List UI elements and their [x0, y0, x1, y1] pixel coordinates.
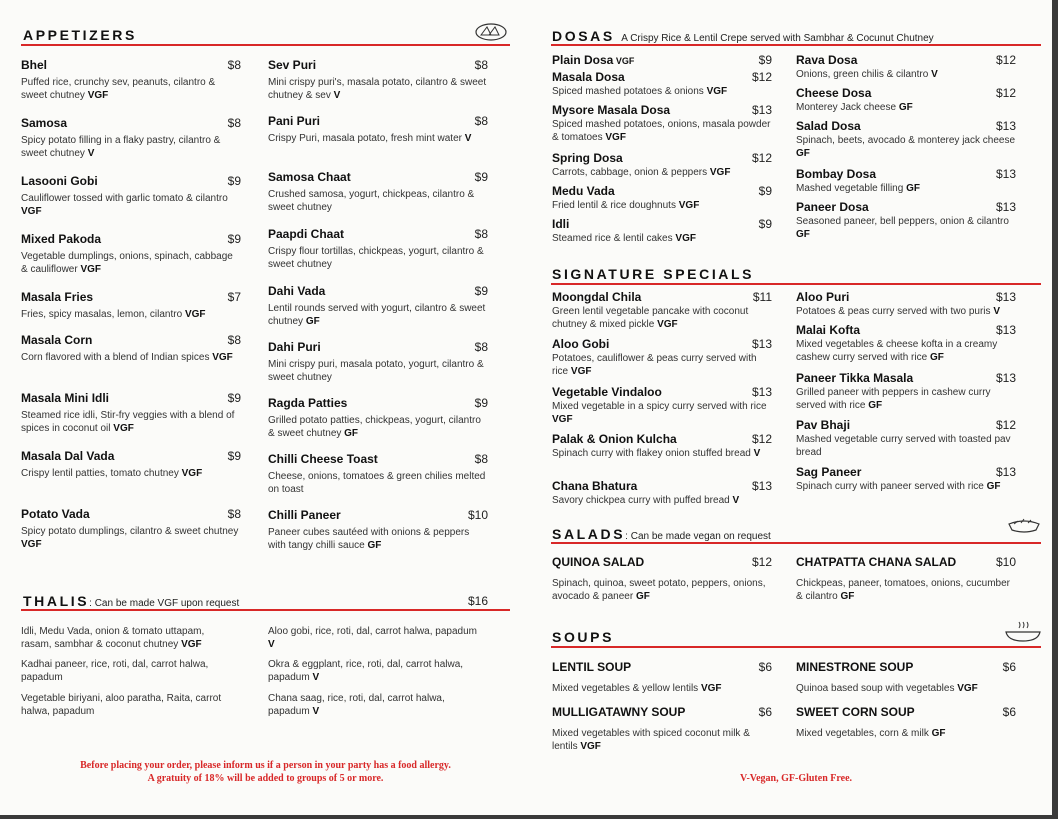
menu-item [796, 660, 1016, 696]
item-name: Mixed Pakoda [21, 232, 102, 246]
item-description: Fries, spicy masalas, lemon, cilantro VGF [21, 309, 206, 320]
item-price: $13 [995, 167, 1016, 181]
item-description: Lentil rounds served with yogurt, cilantro & sweet chutney GF [268, 303, 486, 327]
diet-tag: VGF [181, 468, 203, 479]
thali-option: Chana saag, rice, roti, dal, carrot halwa, papadum V [268, 693, 445, 717]
item-price: $7 [227, 290, 241, 304]
item-description: Cheese, onions, tomatoes & green chilies melted on toast [268, 471, 486, 495]
item-description: Carrots, cabbage, onion & peppers VGF [552, 167, 731, 178]
item-price: $11 [752, 290, 772, 304]
menu-item [268, 114, 488, 146]
dosas-rule [551, 44, 1041, 46]
item-price: $9 [758, 184, 772, 198]
item-description: Grilled paneer with peppers in cashew curry served with rice GF [796, 387, 991, 411]
diet-tag: GF [931, 728, 946, 739]
thalis-rule [21, 609, 510, 611]
specials-title: SIGNATURE SPECIALS [552, 266, 755, 282]
appetizers-rule [21, 44, 510, 46]
item-name: Aloo Gobi [552, 337, 610, 351]
item-description: Mixed vegetables & cheese kofta in a creamy cashew curry served with rice GF [796, 339, 998, 363]
diet-tag: VGF [552, 413, 573, 425]
item-price: $9 [474, 284, 488, 298]
diet-tag: V [333, 89, 341, 101]
specials-rule [551, 283, 1041, 285]
menu-item [268, 340, 488, 384]
item-description: Chickpeas, paneer, tomatoes, onions, cucumber & cilantro GF [796, 578, 1011, 602]
item-name: LENTIL SOUP [552, 660, 632, 674]
item-name: Pani Puri [268, 114, 321, 128]
menu-item [552, 184, 772, 213]
item-description: Spiced mashed potatoes & onions VGF [552, 86, 728, 97]
item-price: $9 [474, 396, 488, 410]
item-price: $8 [474, 58, 488, 72]
item-name: Palak & Onion Kulcha [552, 432, 677, 446]
menu-item [21, 333, 241, 365]
item-description: Vegetable dumplings, onions, spinach, cabbage & cauliflower VGF [21, 251, 233, 275]
menu-item [552, 479, 772, 508]
item-name: Chilli Paneer [268, 508, 341, 522]
samosa-icon [474, 22, 508, 42]
menu-item [268, 396, 488, 440]
diet-tag: GF [898, 102, 913, 113]
item-price: $9 [227, 391, 241, 405]
item-description: Crushed samosa, yogurt, chickpeas, cilantro & sweet chutney [268, 189, 475, 213]
item-name: Samosa Chaat [268, 170, 351, 184]
item-name: Paapdi Chaat [268, 227, 345, 241]
menu-item [552, 555, 772, 603]
item-description: Crispy flour tortillas, chickpeas, yogurt, cilantro & sweet chutney [268, 246, 484, 270]
item-price: $9 [227, 174, 241, 188]
item-name: Bombay Dosa [796, 167, 877, 181]
diet-tag: VGF [678, 200, 700, 211]
item-name: CHATPATTA CHANA SALAD [796, 555, 957, 569]
diet-tag: VGF [700, 683, 722, 694]
menu-item [796, 53, 1016, 82]
item-price: $8 [474, 340, 488, 354]
diet-tag: V [312, 705, 320, 717]
thali-option: Vegetable biriyani, aloo paratha, Raita, carrot halwa, papadum [21, 693, 222, 717]
item-name: Plain Dosa VGF [552, 53, 635, 67]
item-price: $13 [751, 337, 772, 351]
item-description: Spinach curry with paneer served with rice GF [796, 481, 1001, 492]
item-name: Rava Dosa [796, 53, 858, 67]
item-price: $6 [1002, 660, 1016, 674]
item-name: Spring Dosa [552, 151, 623, 165]
item-name: Chilli Cheese Toast [268, 452, 378, 466]
diet-tag: V [753, 448, 761, 459]
menu-item [796, 705, 1016, 741]
item-name: Chana Bhatura [552, 479, 638, 493]
item-price: $13 [995, 290, 1016, 304]
item-description: Green lentil vegetable pancake with coconut chutney & mixed pickle VGF [552, 306, 749, 330]
item-name: Bhel [21, 58, 48, 72]
diet-tag: VGF [21, 538, 42, 550]
menu-item [552, 103, 772, 144]
item-name: Masala Fries [21, 290, 94, 304]
item-description: Savory chickpea curry with puffed bread V [552, 495, 740, 506]
item-description: Crispy lentil patties, tomato chutney VGF [21, 468, 203, 479]
diet-tag: GF [840, 590, 855, 602]
diet-tag: VGF [675, 233, 696, 244]
thali-option: Aloo gobi, rice, roti, dal, carrot halwa, papadum V [268, 626, 477, 650]
item-price: $13 [995, 119, 1016, 133]
menu-item [552, 432, 772, 461]
menu-item [796, 167, 1016, 196]
menu-item [268, 58, 488, 102]
item-description: Monterey Jack cheese GF [796, 102, 913, 113]
item-description: Mini crispy puri, masala potato, yogurt, cilantro & sweet chutney [268, 359, 484, 383]
item-description: Spinach, quinoa, sweet potato, peppers, onions, avocado & paneer GF [552, 578, 766, 602]
item-description: Mixed vegetables & yellow lentils VGF [552, 683, 722, 694]
diet-tag: VGF [957, 683, 978, 694]
item-name: QUINOA SALAD [552, 555, 645, 569]
thali-option: Okra & eggplant, rice, roti, dal, carrot halwa, papadum V [268, 659, 464, 683]
menu-item [21, 58, 241, 102]
item-price: $12 [751, 555, 772, 569]
diet-tag: V [993, 306, 1000, 317]
item-price: $8 [474, 227, 488, 241]
item-description: Fried lentil & rice doughnuts VGF [552, 200, 700, 211]
menu-item [796, 323, 1016, 364]
menu-item [552, 337, 772, 378]
item-name: Paneer Dosa [796, 200, 869, 214]
item-description: Steamed rice idli, Stir-fry veggies with a blend of spices in coconut oil VGF [21, 410, 235, 434]
item-name: Potato Vada [21, 507, 90, 521]
item-description: Spiced mashed potatoes, onions, masala powder & tomatoes VGF [552, 119, 771, 143]
item-price: $8 [227, 116, 241, 130]
item-price: $13 [995, 323, 1016, 337]
item-price: $13 [751, 103, 772, 117]
menu-item [552, 70, 772, 99]
item-price: $6 [758, 705, 772, 719]
diet-tag: V [464, 133, 472, 144]
diet-tag: VGF [613, 56, 635, 66]
item-name: Sag Paneer [796, 465, 862, 479]
menu-item [268, 284, 488, 328]
item-description: Mixed vegetable in a spicy curry served with rice VGF [552, 401, 767, 425]
diet-tag: VGF [113, 422, 134, 434]
menu-item [268, 227, 488, 271]
diet-tag: V [312, 671, 320, 683]
item-price: $12 [751, 70, 772, 84]
item-name: Idli [552, 217, 570, 231]
item-description: Mixed vegetables, corn & milk GF [796, 728, 946, 739]
item-name: Sev Puri [268, 58, 317, 72]
menu-item [796, 465, 1016, 494]
item-name: Masala Dosa [552, 70, 625, 84]
menu-item [552, 151, 772, 180]
item-price: $8 [474, 114, 488, 128]
thali-option: Kadhai paneer, rice, roti, dal, carrot halwa, papadum [21, 659, 209, 683]
menu-item [21, 507, 241, 551]
item-name: Malai Kofta [796, 323, 861, 337]
diet-tag: VGF [657, 318, 678, 330]
item-name: Dahi Puri [268, 340, 321, 354]
item-name: Masala Dal Vada [21, 449, 115, 463]
item-name: Ragda Patties [268, 396, 348, 410]
item-price: $9 [758, 53, 772, 67]
diet-tag: V [268, 638, 275, 650]
item-price: $10 [467, 508, 488, 522]
item-name: SWEET CORN SOUP [796, 705, 915, 719]
legend-note: V-Vegan, GF-Gluten Free. [739, 773, 853, 784]
item-name: Moongdal Chila [552, 290, 642, 304]
diet-tag: VGF [580, 740, 601, 752]
menu-item [268, 508, 488, 552]
item-name: Medu Vada [552, 184, 615, 198]
menu-item [796, 371, 1016, 412]
menu-item [552, 217, 772, 246]
item-name: Lasooni Gobi [21, 174, 98, 188]
diet-tag: VGF [605, 131, 626, 143]
menu-item [552, 660, 772, 696]
diet-tag: GF [986, 481, 1001, 492]
diet-tag: GF [367, 539, 382, 551]
appetizers-title: APPETIZERS [23, 27, 137, 43]
dosas-title: DOSAS A Crispy Rice & Lentil Crepe served with Sambhar & Cocunut Chutney [552, 28, 934, 44]
salads-title: SALADS: Can be made vegan on request [552, 526, 771, 542]
item-price: $12 [995, 86, 1016, 100]
item-name: Masala Corn [21, 333, 93, 347]
item-name: MULLIGATAWNY SOUP [552, 705, 686, 719]
menu-item [268, 452, 488, 496]
item-name: Samosa [21, 116, 68, 130]
item-description: Crispy Puri, masala potato, fresh mint water V [268, 133, 472, 144]
item-description: Quinoa based soup with vegetables VGF [796, 683, 978, 694]
item-price: $13 [751, 385, 772, 399]
item-description: Spicy potato dumplings, cilantro & sweet chutney VGF [21, 526, 239, 550]
diet-tag: GF [796, 228, 810, 240]
item-price: $8 [227, 507, 241, 521]
salad-bowl-icon [1006, 516, 1042, 534]
diet-tag: VGF [87, 89, 109, 101]
diet-tag: VGF [570, 365, 592, 377]
diet-tag: GF [305, 315, 320, 327]
item-name: Salad Dosa [796, 119, 861, 133]
menu-item [21, 116, 241, 160]
diet-tag: VGF [181, 638, 202, 650]
item-price: $12 [995, 53, 1016, 67]
soups-rule [551, 646, 1041, 648]
diet-tag: GF [906, 183, 920, 194]
item-price: $8 [227, 58, 241, 72]
menu-item [552, 385, 772, 426]
item-price: $12 [995, 418, 1016, 432]
item-price: $9 [758, 217, 772, 231]
diet-tag: V [931, 69, 938, 80]
item-name: Vegetable Vindaloo [552, 385, 662, 399]
allergy-note: Before placing your order, please inform us if a person in your party has a food allergy. A gratuity of 18% will be added to groups of 5 or more. [80, 760, 451, 784]
item-description: Mini crispy puri's, masala potato, cilantro & sweet chutney & sev V [268, 77, 487, 101]
menu-item [21, 232, 241, 276]
item-name: Cheese Dosa [796, 86, 872, 100]
item-price: $13 [751, 479, 772, 493]
thali-option: Idli, Medu Vada, onion & tomato uttapam, rasam, sambhar & coconut chutney VGF [21, 626, 205, 650]
item-name: Dahi Vada [268, 284, 326, 298]
menu-item [21, 174, 241, 218]
item-price: $13 [995, 465, 1016, 479]
menu-item [268, 170, 488, 214]
menu-item [552, 705, 772, 753]
menu-item [796, 119, 1016, 160]
item-price: $10 [995, 555, 1016, 569]
item-name: Pav Bhaji [796, 418, 851, 432]
item-description: Puffed rice, crunchy sev, peanuts, cilantro & sweet chutney VGF [21, 77, 216, 101]
item-name: Masala Mini Idli [21, 391, 110, 405]
item-description: Grilled potato patties, chickpeas, yogurt, cilantro & sweet chutney GF [268, 415, 481, 439]
diet-tag: VGF [21, 205, 42, 217]
diet-tag: GF [635, 590, 650, 602]
item-description: Corn flavored with a blend of Indian spices VGF [21, 352, 233, 363]
menu-item [796, 290, 1016, 319]
item-name: MINESTRONE SOUP [796, 660, 914, 674]
item-price: $9 [474, 170, 488, 184]
diet-tag: GF [796, 147, 810, 159]
diet-tag: GF [868, 399, 883, 411]
item-description: Seasoned paneer, bell peppers, onion & cilantro GF [796, 216, 1009, 240]
menu-item [552, 53, 772, 67]
item-description: Mashed vegetable curry served with toasted pav bread [796, 434, 1011, 458]
diet-tag: VGF [212, 352, 233, 363]
item-name: Paneer Tikka Masala [796, 371, 914, 385]
diet-tag: GF [929, 351, 944, 363]
item-price: $12 [751, 432, 772, 446]
menu-item [796, 555, 1016, 603]
diet-tag: VGF [706, 86, 728, 97]
item-description: Potatoes, cauliflower & peas curry served with rice VGF [552, 353, 757, 377]
item-price: $9 [227, 449, 241, 463]
salads-rule [551, 542, 1041, 544]
menu-item [796, 418, 1016, 459]
item-description: Onions, green chilis & cilantro V [796, 69, 938, 80]
item-name: Mysore Masala Dosa [552, 103, 671, 117]
menu-item [796, 86, 1016, 115]
item-price: $13 [995, 371, 1016, 385]
menu-item [21, 449, 241, 481]
item-description: Mashed vegetable filling GF [796, 183, 920, 194]
item-price: $13 [995, 200, 1016, 214]
soups-title: SOUPS [552, 629, 615, 645]
thalis-price: $16 [468, 594, 489, 608]
item-description: Cauliflower tossed with garlic tomato & cilantro VGF [21, 193, 228, 217]
diet-tag: VGF [80, 263, 102, 275]
diet-tag: V [732, 495, 740, 506]
menu-item [796, 200, 1016, 241]
item-description: Potatoes & peas curry served with two puris V [796, 306, 1000, 317]
item-price: $12 [751, 151, 772, 165]
item-price: $8 [474, 452, 488, 466]
item-price: $6 [758, 660, 772, 674]
menu-item [21, 391, 241, 435]
menu-item [552, 290, 772, 331]
item-description: Spicy potato filling in a flaky pastry, cilantro & sweet chutney V [21, 135, 221, 159]
thalis-title: THALIS: Can be made VGF upon request [23, 593, 240, 609]
diet-tag: GF [344, 427, 359, 439]
item-description: Mixed vegetables with spiced coconut milk & lentils VGF [552, 728, 750, 752]
soup-bowl-icon [1004, 620, 1042, 644]
item-description: Spinach, beets, avocado & monterey jack cheese GF [796, 135, 1016, 159]
item-price: $6 [1002, 705, 1016, 719]
diet-tag: VGF [709, 167, 731, 178]
item-name: Aloo Puri [796, 290, 850, 304]
menu-item [21, 290, 241, 322]
diet-tag: VGF [184, 309, 206, 320]
item-description: Paneer cubes sautéed with onions & peppers with tangy chilli sauce GF [268, 527, 470, 551]
item-description: Steamed rice & lentil cakes VGF [552, 233, 696, 244]
diet-tag: V [87, 147, 95, 159]
item-price: $9 [227, 232, 241, 246]
item-price: $8 [227, 333, 241, 347]
item-description: Spinach curry with flakey onion stuffed bread V [552, 448, 761, 459]
